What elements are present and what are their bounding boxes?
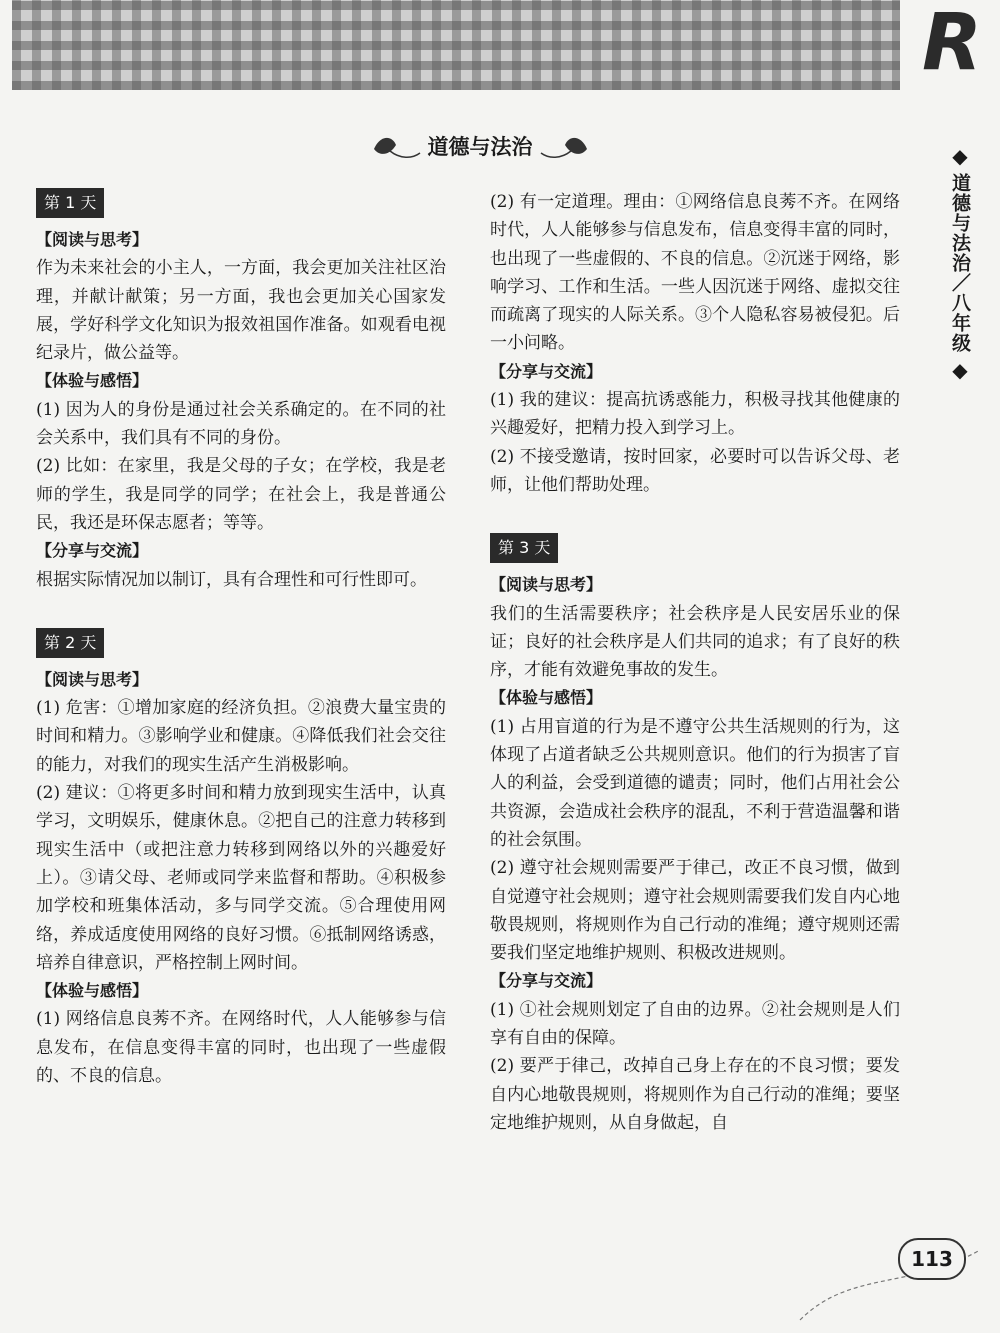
paragraph: (1) 占用盲道的行为是不遵守公共生活规则的行为，这体现了占道者缺乏公共规则意识。他们的行为损害了盲人的利益，会受到道德的谴责；同时，他们占用社会公共资源，会造成社会秩序的混乱，不利于营造温馨和谐的社会氛围。 <box>490 716 900 850</box>
paragraph: (2) 有一定道理。理由：①网络信息良莠不齐。在网络时代，人人能够参与信息发布，信息变得丰富的同时，也出现了一些虚假的、不良的信息。②沉迷于网络，影响学习、工作和生活。一些人因沉迷于网络、虚拟交往而疏离了现实的人际关系。③个人隐私容易被侵犯。后一小问略。 <box>490 192 900 354</box>
paragraph: (2) 比如：在家里，我是父母的子女；在学校，我是老师的学生，我是同学的同学；在社会上，我是普通公民，我还是环保志愿者；等等。 <box>36 456 446 533</box>
leaf-ornament-right-icon <box>539 129 591 163</box>
paragraph: (2) 建议：①将更多时间和精力放到现实生活中，认真学习，文明娱乐，健康休息。②把自己的注意力转移到现实生活中（或把注意力转移到网络以外的兴趣爱好上）。③请父母、老师或同学来监督和帮助。④积极参加学校和班集体活动，多与同学交流。⑤合理使用网络，养成适度使用网络的良好习惯。⑥抵制网络诱惑，培养自律意识，严格控制上网时间。 <box>36 783 446 973</box>
section-heading: 【阅读与思考】 <box>490 575 603 595</box>
diamond-icon: ◆ <box>952 144 968 168</box>
left-column <box>36 188 446 1090</box>
section-heading: 【分享与交流】 <box>490 971 603 991</box>
day-label: 第 1 天 <box>36 188 104 218</box>
paragraph: (2) 要严于律己，改掉自己身上存在的不良习惯；要发自内心地敬畏规则，将规则作为自己行动的准绳；要坚定地维护规则，从自身做起，自 <box>490 1056 900 1133</box>
paragraph: (1) 因为人的身份是通过社会关系确定的。在不同的社会关系中，我们具有不同的身份。 <box>36 399 446 449</box>
side-tab <box>940 145 980 405</box>
checkered-header-band <box>12 0 900 90</box>
section-heading: 【体验与感悟】 <box>490 688 603 708</box>
paragraph: (2) 不接受邀请，按时回家，必要时可以告诉父母、老师，让他们帮助处理。 <box>490 446 900 495</box>
right-column <box>490 188 900 1137</box>
paragraph: 根据实际情况加以制订，具有合理性和可行性即可。 <box>36 569 427 590</box>
paragraph: (1) 我的建议：提高抗诱惑能力，积极寻找其他健康的兴趣爱好，把精力投入到学习上。 <box>490 390 900 439</box>
paragraph: 我们的生活需要秩序；社会秩序是人民安居乐业的保证；良好的社会秩序是人们共同的追求；有了良好的秩序，才能有效避免事故的发生。 <box>490 603 900 681</box>
header-letter: R <box>921 0 983 88</box>
section-heading: 【阅读与思考】 <box>36 669 149 689</box>
section-heading: 【体验与感悟】 <box>36 371 149 391</box>
page-number-badge <box>898 1238 966 1280</box>
page-title-block <box>330 126 630 166</box>
paragraph: (1) 网络信息良莠不齐。在网络时代，人人能够参与信息发布，在信息变得丰富的同时，也出现了一些虚假的、不良的信息。 <box>36 1009 446 1087</box>
section-heading: 【分享与交流】 <box>36 541 149 561</box>
paragraph: (1) 危害：①增加家庭的经济负担。②浪费大量宝贵的时间和精力。③影响学业和健康。④降低我们社会交往的能力，对我们的现实生活产生消极影响。 <box>36 698 446 775</box>
side-tab-text: 道德与法治／八年级 <box>949 173 971 353</box>
paragraph: (1) ①社会规则划定了自由的边界。②社会规则是人们享有自由的保障。 <box>490 999 900 1049</box>
section-heading: 【阅读与思考】 <box>36 230 149 249</box>
day-label: 第 3 天 <box>490 533 558 563</box>
page-title: 道德与法治 <box>427 135 533 159</box>
section-heading: 【体验与感悟】 <box>36 981 149 1001</box>
leaf-ornament-left-icon <box>370 129 422 163</box>
section-heading: 【分享与交流】 <box>490 361 603 381</box>
diamond-icon: ◆ <box>952 358 968 382</box>
paragraph: (2) 遵守社会规则需要严于律己，改正不良习惯，做到自觉遵守社会规则；遵守社会规则需要我们发自内心地敬畏规则，将规则作为自己行动的准绳；遵守规则还需要我们坚定地维护规则、积极改进规则。 <box>490 858 900 964</box>
paragraph: 作为未来社会的小主人，一方面，我会更加关注社区治理，并献计献策；另一方面，我也会更加关心国家发展，学好科学文化知识为报效祖国作准备。如观看电视纪录片，做公益等。 <box>36 258 446 364</box>
day-label: 第 2 天 <box>36 628 104 658</box>
page-number: 113 <box>911 1247 953 1271</box>
